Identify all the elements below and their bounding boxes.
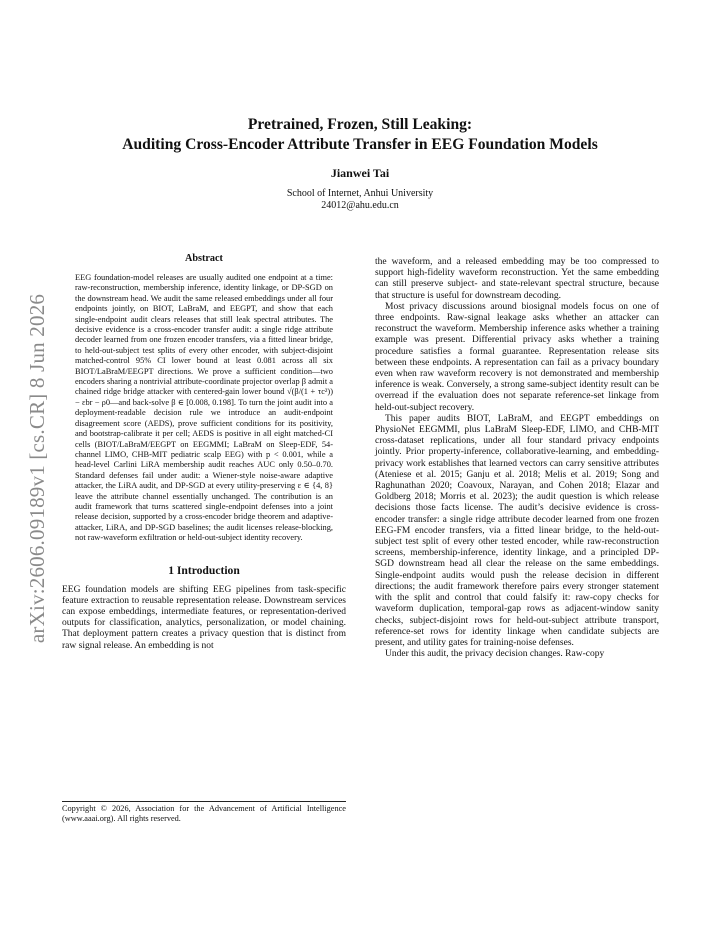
copyright-footnote: [62, 801, 346, 824]
copyright-text: Copyright © 2026, Association for the Advancement of Artificial Intelligence (www.aaai.org). All rights reserved.: [62, 804, 346, 823]
introduction-paragraph-1: EEG foundation models are shifting EEG pipelines from task-specific feature extraction to reusable representation release. Downstream services can expose embeddings, intermediate features, or representation-derived outputs for classification, analytics, personalization, or model chaining. That deployment pattern creates a privacy question that is distinct from raw signal release. An embedding is not: [62, 584, 346, 651]
affiliation-block: [62, 188, 658, 212]
right-column: [375, 257, 659, 660]
right-paragraph-2: Most privacy discussions around biosignal models focus on one of three endpoints. Raw-signal leakage asks whether an attacker can reconstruct the waveform. Membership inference asks whether a training example was present. Differential privacy asks whether a training procedure satisfies a formal guarantee. Representation release sits between these endpoints. A representation can fail as a privacy boundary even when raw waveform recovery is not demonstrated and membership inference is weak. Conversely, a strong same-subject identity result can be overread if the evaluation does not separate reference-set linkage from held-out-subject recovery.: [375, 301, 659, 413]
author-email: 24012@ahu.edu.cn: [321, 200, 399, 211]
paper-title: [62, 115, 658, 155]
paper-title-line-1: Pretrained, Frozen, Still Leaking:: [247, 116, 473, 133]
paper-title-line-2: Auditing Cross-Encoder Attribute Transfer in EEG Foundation Models: [122, 136, 598, 153]
author-name: Jianwei Tai: [330, 166, 390, 180]
affiliation: School of Internet, Anhui University: [286, 188, 434, 199]
abstract-heading: Abstract: [185, 253, 223, 264]
introduction-heading: 1 Introduction: [168, 563, 240, 577]
arxiv-identifier: [18, 268, 58, 668]
left-column: [62, 253, 346, 652]
abstract-text: EEG foundation-model releases are usually audited one endpoint at a time: raw-reconstruction, membership inference, identity linkage, or DP-SGD on the downstream head. We audit the same released embeddings under all four endpoints jointly, on BIOT, LaBraM, and EEGPT, and show that each single-endpoint audit clears releases that still leak spectral attributes. The decisive evidence is a cross-encoder transfer audit: a single ridge attribute decoder learned from one frozen encoder transfers, via a fitted linear bridge, to held-out-subject test splits of every other encoder, with subject-disjoint matched-control 95% CI lower bound at least 0.081 across all six BIOT/LaBraM/EEGPT directions. We prove a sufficient condition—two encoders sharing a nontrivial attribute-coordinate projector overlap β admit a chained ridge bridge attacker with centered-gain lower bound √(β/(1 + τc²)) − εbr − ρ0—and back-solve β ∈ [0.008, 0.198]. To turn the joint audit into a deployment-readable decision rule we introduce an audit-endpoint disagreement score (AEDS), prove sufficient conditions for its positivity, and bootstrap-calibrate it per cell; AEDS is positive in all eight matched-CI cells (BIOT/LaBraM/EEGPT on EEGMMI; LaBraM on Sleep-EDF, 54-channel LIMO, CHB-MIT pediatric scalp EEG) with p < 0.001, while a head-level Carlini LiRA membership audit reaches AUC only 0.50–0.70. Standard defenses fail under audit: a Wiener-style noise-aware adaptive attacker, the LiRA audit, and DP-SGD at every utility-preserving ε ∈ {4, 8} leave the attribute channel essentially unchanged. The contribution is an audit framework that turns scattered single-endpoint defenses into a joint release decision, supported by a cross-encoder bridge theorem and adaptive-attacker, LiRA, and DP-SGD baselines; the audit licenses release-blocking, not raw-waveform exfiltration or held-out-subject identity recovery.: [75, 273, 333, 543]
right-paragraph-3: This paper audits BIOT, LaBraM, and EEGPT embeddings on PhysioNet EEGMMI, plus LaBraM Sleep-EDF, LIMO, and CHB-MIT cross-dataset replications, under all four standard privacy endpoints jointly. Prior property-inference, collaborative-learning, and embedding-privacy work establishes that learned vectors can carry sensitive attributes (Ateniese et al. 2015; Ganju et al. 2018; Melis et al. 2019; Song and Raghunathan 2020; Coavoux, Narayan, and Cohen 2018; Elazar and Goldberg 2018; Morris et al. 2023); the audit question is which release decisions those facts license. The audit’s decisive evidence is cross-encoder transfer: a single ridge attribute decoder learned from one frozen EEG-FM encoder transfers, via a fitted linear bridge, to the held-out-subject test split of every other tested encoder, while raw-reconstruction screens, membership-inference, identity linkage, and a principled DP-SGD downstream head all clear the release on the same embeddings. Single-endpoint audits would push the release decision in different directions; the audit framework therefore pairs every stronger statement with the split and control that could falsify it: raw-copy checks for waveform duplication, temporal-gap rows as adjacent-window sanity checks, subject-disjoint rows for held-out-subject attribute transport, reference-set rows for identity linkage when candidate subjects are present, and utility gates for training-noise defenses.: [375, 413, 659, 648]
right-paragraph-4: Under this audit, the privacy decision changes. Raw-copy: [385, 649, 605, 660]
arxiv-identifier-text: arXiv:2606.09189v1 [cs.CR] 8 Jun 2026: [25, 293, 50, 643]
right-paragraph-1: the waveform, and a released embedding may be too compressed to support high-fidelity waveform reconstruction. Yet the same embedding can still preserve subject- and state-relevant spectral structure, because that structure is useful for downstream decoding.: [375, 257, 659, 301]
